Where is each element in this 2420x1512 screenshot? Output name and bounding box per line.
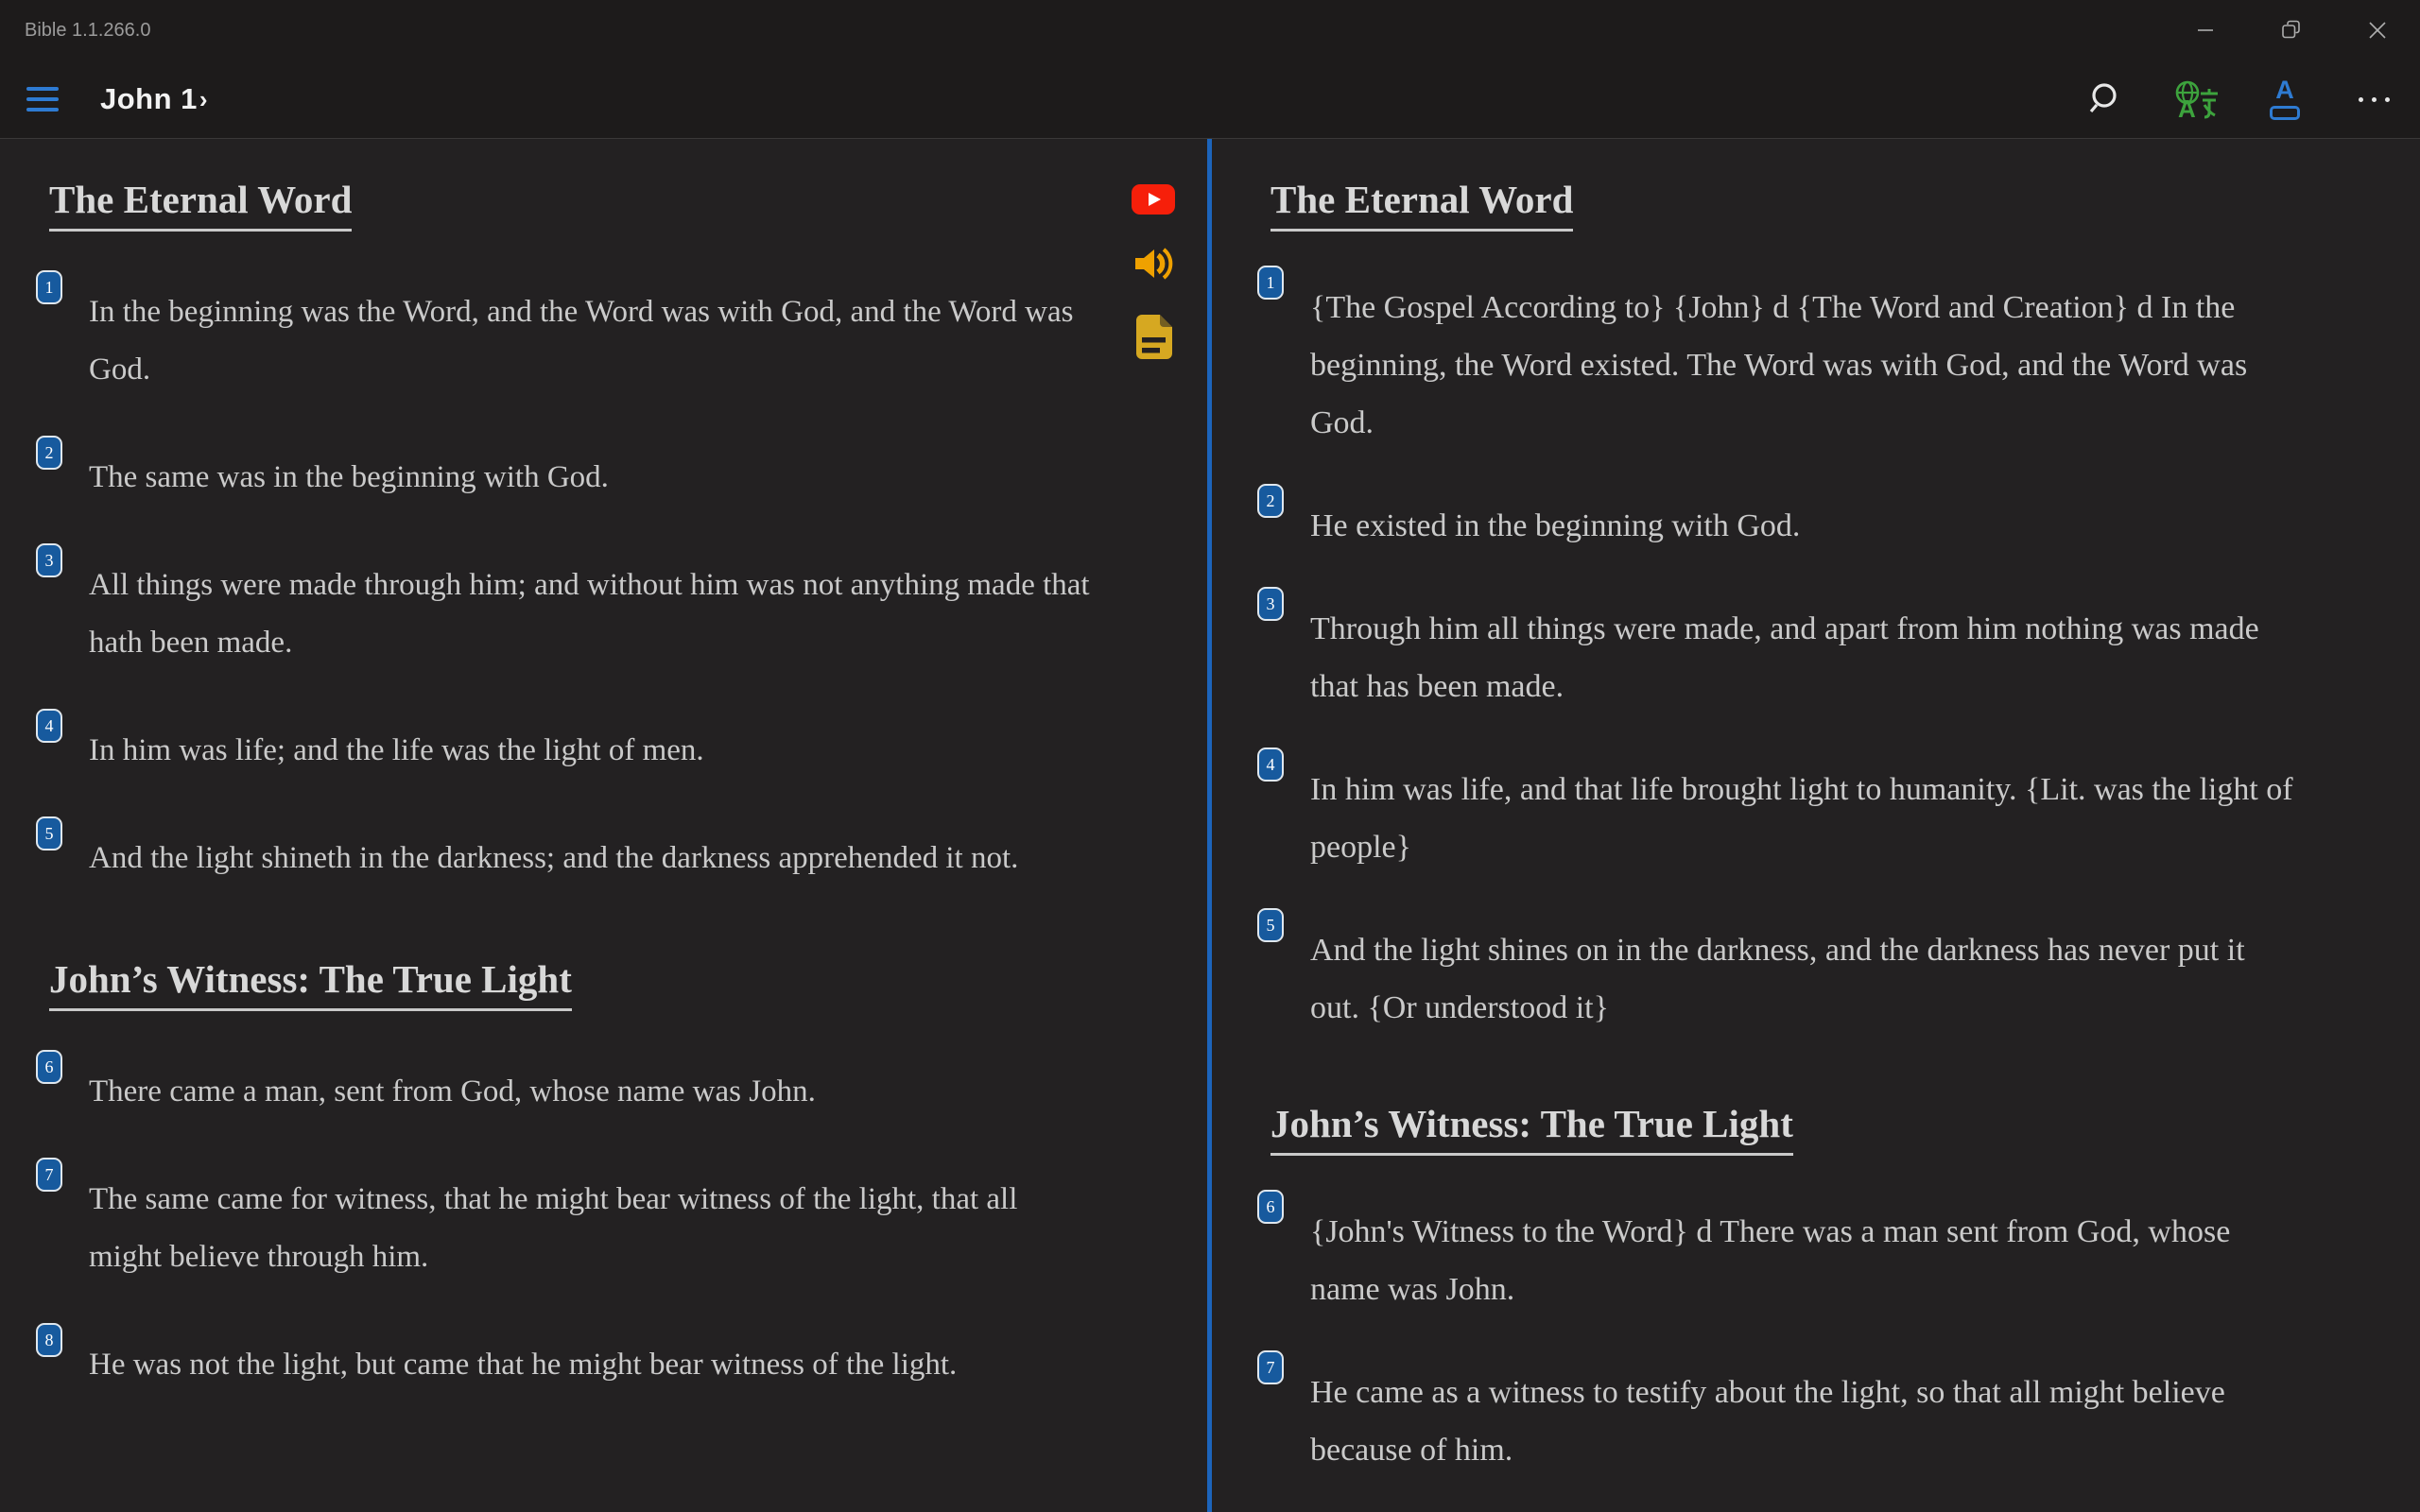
reading-area [0, 138, 2420, 1512]
appbar [0, 60, 2420, 138]
verse-text: He came as a witness to testify about the light, so that all might believe because of him. [1310, 1375, 2225, 1468]
verse-text: {John's Witness to the Word} d There was a man sent from God, whose name was John. [1310, 1214, 2231, 1307]
chevron-right-icon: › [199, 85, 208, 113]
verse-number-badge: 7 [1257, 1350, 1284, 1384]
ellipsis-icon [2359, 97, 2390, 102]
verse-left-4[interactable] [44, 715, 1094, 780]
document-icon [1132, 313, 1175, 360]
window-controls [2162, 0, 2420, 60]
translate-icon [2174, 78, 2220, 120]
right-translation-pane [1212, 139, 2420, 1512]
more-options-button[interactable] [2352, 77, 2395, 121]
window-title: Bible 1.1.266.0 [25, 19, 151, 41]
verse-text: He existed in the beginning with God. [1310, 508, 1801, 543]
verse-left-2[interactable] [44, 442, 1094, 507]
font-settings-button[interactable] [2263, 77, 2307, 121]
hamburger-menu-button[interactable] [26, 87, 59, 112]
verse-text: In him was life, and that life brought light to humanity. {Lit. was the light of people} [1310, 772, 2293, 865]
verse-right-4[interactable] [1266, 754, 2296, 876]
section-heading: The Eternal Word [1270, 177, 1573, 232]
search-button[interactable] [2085, 77, 2129, 121]
study-notes-button[interactable] [1132, 313, 1175, 360]
minimize-button[interactable] [2162, 0, 2248, 60]
verse-right-1[interactable] [1266, 272, 2296, 452]
appbar-actions [2085, 77, 2395, 121]
youtube-icon [1132, 184, 1175, 215]
verse-number-badge: 8 [36, 1323, 62, 1357]
verse-text: Through him all things were made, and apart from him nothing was made that has been made. [1310, 611, 2259, 704]
chapter-title-label: John 1 [100, 82, 198, 115]
verse-right-2[interactable] [1266, 490, 2296, 555]
media-button-stack [1132, 184, 1175, 360]
restore-button[interactable] [2248, 0, 2334, 60]
search-icon [2088, 80, 2126, 118]
titlebar [0, 0, 2420, 60]
verse-left-5[interactable] [44, 823, 1094, 887]
close-button[interactable] [2334, 0, 2420, 60]
audio-playback-button[interactable] [1132, 243, 1174, 284]
verse-number-badge: 1 [36, 270, 62, 304]
verse-text: All things were made through him; and without him was not anything made that hath been made. [89, 568, 1090, 660]
verse-left-3[interactable] [44, 550, 1094, 672]
verse-text: The same was in the beginning with God. [89, 460, 609, 494]
verse-text: The same came for witness, that he might bear witness of the light, that all might believe through him. [89, 1182, 1018, 1274]
svg-text:A: A [2178, 94, 2196, 120]
close-icon [2365, 18, 2390, 43]
verse-number-badge: 6 [36, 1050, 62, 1084]
verse-number-badge: 2 [36, 436, 62, 470]
minimize-icon [2193, 18, 2218, 43]
verse-left-8[interactable] [44, 1330, 1094, 1394]
verse-text: In the beginning was the Word, and the Word was with God, and the Word was God. [89, 295, 1074, 387]
verse-right-3[interactable] [1266, 593, 2296, 715]
verse-left-6[interactable] [44, 1057, 1094, 1121]
verse-text: {The Gospel According to} {John} d {The Word and Creation} d In the beginning, the Word existed. The Word was with God, and the Word was God. [1310, 290, 2248, 440]
verse-number-badge: 5 [36, 816, 62, 850]
verse-number-badge: 4 [36, 709, 62, 743]
verse-text: And the light shineth in the darkness; and the darkness apprehended it not. [89, 841, 1019, 875]
restore-icon [2279, 18, 2304, 43]
section-heading: The Eternal Word [49, 177, 352, 232]
verse-number-badge: 3 [36, 543, 62, 577]
verse-number-badge: 5 [1257, 908, 1284, 942]
verse-right-5[interactable] [1266, 915, 2296, 1037]
verse-number-badge: 1 [1257, 266, 1284, 300]
verse-right-7[interactable] [1266, 1357, 2296, 1479]
translate-button[interactable] [2174, 77, 2218, 121]
youtube-video-button[interactable] [1132, 184, 1175, 215]
verse-text: There came a man, sent from God, whose name was John. [89, 1074, 816, 1108]
verse-left-7[interactable] [44, 1164, 1094, 1286]
verse-number-badge: 7 [36, 1158, 62, 1192]
font-settings-icon: A [2275, 76, 2294, 104]
left-translation-pane [0, 139, 1207, 1512]
speaker-icon [1132, 243, 1174, 284]
verse-text: He was not the light, but came that he might bear witness of the light. [89, 1348, 958, 1382]
verse-left-1[interactable] [44, 277, 1094, 399]
verse-text: In him was life; and the life was the light of men. [89, 733, 704, 767]
verse-number-badge: 3 [1257, 587, 1284, 621]
verse-number-badge: 6 [1257, 1190, 1284, 1224]
chapter-navigator[interactable] [100, 82, 208, 116]
hamburger-icon [26, 87, 59, 91]
verse-right-6[interactable] [1266, 1196, 2296, 1318]
verse-number-badge: 2 [1257, 484, 1284, 518]
verse-text: And the light shines on in the darkness, and the darkness has never put it out. {Or understood it} [1310, 933, 2245, 1025]
section-heading: John’s Witness: The True Light [49, 956, 572, 1011]
section-heading: John’s Witness: The True Light [1270, 1101, 1793, 1156]
verse-number-badge: 4 [1257, 747, 1284, 782]
